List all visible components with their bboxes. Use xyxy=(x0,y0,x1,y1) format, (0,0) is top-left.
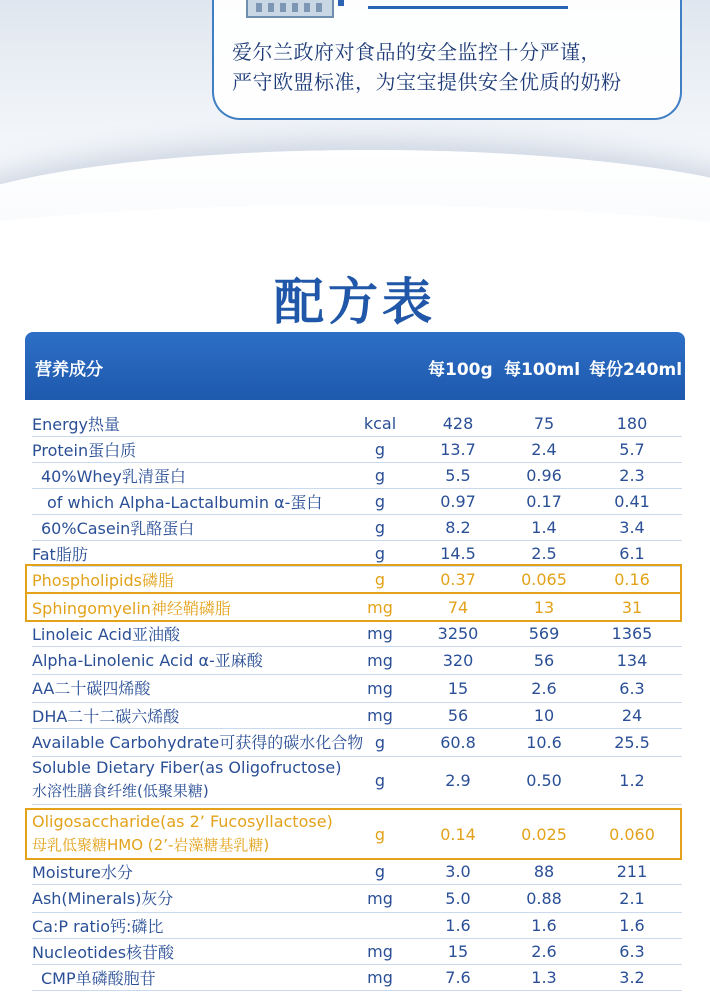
row-divider xyxy=(32,540,682,541)
value-per-100ml: 0.96 xyxy=(526,466,562,485)
highlight-frame xyxy=(25,592,682,622)
nutrient-name: CMP单磷酸胞苷 xyxy=(41,969,156,988)
value-per-240ml: 1.6 xyxy=(619,916,645,935)
value-per-240ml: 24 xyxy=(621,706,643,725)
highlight-frame xyxy=(25,564,682,594)
unit-cell: g xyxy=(374,825,386,844)
nutrient-name: DHA二十二碳六烯酸 xyxy=(32,707,180,726)
value-per-100ml: 56 xyxy=(533,651,555,670)
value-per-240ml: 6.3 xyxy=(619,942,645,961)
nutrient-name: Alpha-Linolenic Acid α-亚麻酸 xyxy=(32,651,263,670)
value-per-240ml: 0.16 xyxy=(614,570,650,589)
nutrient-name: Linoleic Acid亚油酸 xyxy=(32,625,180,644)
value-per-100g: 74 xyxy=(447,598,469,617)
header-per-100g: 每100g xyxy=(428,360,493,380)
unit-cell: mg xyxy=(367,679,393,698)
row-divider xyxy=(32,514,682,515)
nutrient-name: Available Carbohydrate可获得的碳水化合物 xyxy=(32,733,364,752)
nutrient-name: AA二十碳四烯酸 xyxy=(32,679,151,698)
unit-cell: mg xyxy=(367,651,393,670)
value-per-240ml: 3.4 xyxy=(619,518,645,537)
header-per-240ml: 每份240ml xyxy=(589,360,683,380)
header-nutrient: 营养成分 xyxy=(35,360,103,380)
value-per-240ml: 134 xyxy=(616,651,648,670)
row-divider xyxy=(32,990,682,991)
value-per-240ml: 25.5 xyxy=(614,733,650,752)
value-per-100g: 5.5 xyxy=(445,466,471,485)
row-divider xyxy=(32,912,682,913)
value-per-240ml: 2.3 xyxy=(619,466,645,485)
value-per-100g: 3250 xyxy=(437,624,479,643)
row-divider xyxy=(32,462,682,463)
page-title: 配方表 xyxy=(274,273,436,331)
unit-cell: g xyxy=(374,466,386,485)
value-per-100g: 3.0 xyxy=(445,862,471,881)
unit-cell: kcal xyxy=(363,414,397,433)
value-per-240ml: 211 xyxy=(616,862,648,881)
value-per-240ml: 6.1 xyxy=(619,544,645,563)
unit-cell: g xyxy=(374,492,386,511)
value-per-100g: 15 xyxy=(447,942,469,961)
unit-cell: mg xyxy=(367,598,393,617)
value-per-100g: 320 xyxy=(442,651,474,670)
unit-cell: mg xyxy=(367,968,393,987)
row-divider xyxy=(32,884,682,885)
value-per-240ml: 180 xyxy=(616,414,648,433)
row-divider xyxy=(32,756,682,757)
nutrient-name: Fat脂肪 xyxy=(32,545,88,564)
value-per-100ml: 1.3 xyxy=(531,968,557,987)
row-divider xyxy=(32,702,682,703)
highlight-frame xyxy=(25,808,682,860)
value-per-100ml: 1.6 xyxy=(531,916,557,935)
unit-cell: g xyxy=(374,733,386,752)
unit-cell: g xyxy=(374,440,386,459)
nutrient-name: Sphingomyelin神经鞘磷脂 xyxy=(32,599,231,618)
value-per-100ml: 0.88 xyxy=(526,889,562,908)
value-per-100g: 1.6 xyxy=(445,916,471,935)
nutrient-name: Phospholipids磷脂 xyxy=(32,571,174,590)
unit-cell: g xyxy=(374,544,386,563)
nutrient-name: of which Alpha-Lactalbumin α-蛋白 xyxy=(47,493,323,512)
value-per-100ml: 0.17 xyxy=(526,492,562,511)
nutrient-name: Ca:P ratio钙:磷比 xyxy=(32,917,164,936)
nutrient-name: Oligosaccharide(as 2’ Fucosyllactose) xyxy=(32,812,333,831)
value-per-240ml: 1365 xyxy=(611,624,653,643)
unit-cell: g xyxy=(374,518,386,537)
value-per-100g: 14.5 xyxy=(440,544,476,563)
value-per-240ml: 0.060 xyxy=(609,825,655,844)
row-divider xyxy=(32,804,682,805)
nutrient-name: Energy热量 xyxy=(32,415,121,434)
value-per-100ml: 0.50 xyxy=(526,771,562,790)
value-per-100ml: 88 xyxy=(533,862,555,881)
row-divider xyxy=(32,728,682,729)
value-per-100g: 60.8 xyxy=(440,733,476,752)
value-per-100ml: 2.6 xyxy=(531,679,557,698)
intro-line-1: 爱尔兰政府对食品的安全监控十分严谨， xyxy=(232,40,601,64)
value-per-100g: 2.9 xyxy=(445,771,471,790)
value-per-240ml: 2.1 xyxy=(619,889,645,908)
nutrient-name: Protein蛋白质 xyxy=(32,441,137,460)
table-header xyxy=(25,332,685,400)
intro-line-2: 严守欧盟标准，为宝宝提供安全优质的奶粉 xyxy=(232,70,622,94)
unit-cell: g xyxy=(374,570,386,589)
value-per-100g: 5.0 xyxy=(445,889,471,908)
row-divider xyxy=(32,646,682,647)
value-per-100g: 15 xyxy=(447,679,469,698)
nutrient-name: Ash(Minerals)灰分 xyxy=(32,889,174,908)
unit-cell: mg xyxy=(367,889,393,908)
value-per-100ml: 0.065 xyxy=(521,570,567,589)
row-divider xyxy=(32,488,682,489)
unit-cell: mg xyxy=(367,942,393,961)
value-per-100g: 0.14 xyxy=(440,825,476,844)
nutrient-name: 60%Casein乳酪蛋白 xyxy=(41,519,195,538)
value-per-100ml: 10 xyxy=(533,706,555,725)
nutrient-name-cn: 水溶性膳食纤维(低聚果糖) xyxy=(32,782,209,800)
value-per-240ml: 5.7 xyxy=(619,440,645,459)
value-per-100ml: 2.6 xyxy=(531,942,557,961)
row-divider xyxy=(32,674,682,675)
value-per-100ml: 10.6 xyxy=(526,733,562,752)
value-per-240ml: 6.3 xyxy=(619,679,645,698)
value-per-100g: 8.2 xyxy=(445,518,471,537)
value-per-240ml: 1.2 xyxy=(619,771,645,790)
value-per-100g: 0.97 xyxy=(440,492,476,511)
nutrient-name: Soluble Dietary Fiber(as Oligofructose) xyxy=(32,758,342,777)
value-per-100ml: 13 xyxy=(533,598,555,617)
government-building-icon xyxy=(246,0,334,18)
cropped-heading-decoration xyxy=(368,0,568,9)
nutrient-name: 40%Whey乳清蛋白 xyxy=(41,467,186,486)
unit-cell: g xyxy=(374,862,386,881)
unit-cell: mg xyxy=(367,706,393,725)
value-per-100g: 428 xyxy=(442,414,474,433)
value-per-100g: 56 xyxy=(447,706,469,725)
value-per-100g: 0.37 xyxy=(440,570,476,589)
unit-cell: g xyxy=(374,771,386,790)
unit-cell: mg xyxy=(367,624,393,643)
value-per-100g: 13.7 xyxy=(440,440,476,459)
value-per-100ml: 75 xyxy=(533,414,555,433)
value-per-100ml: 2.4 xyxy=(531,440,557,459)
value-per-100ml: 2.5 xyxy=(531,544,557,563)
row-divider xyxy=(32,938,682,939)
value-per-100ml: 569 xyxy=(528,624,560,643)
nutrient-name-cn: 母乳低聚糖HMO (2’-岩藻糖基乳糖) xyxy=(32,836,270,854)
header-per-100ml: 每100ml xyxy=(504,360,581,380)
value-per-100ml: 0.025 xyxy=(521,825,567,844)
nutrient-name: Moisture水分 xyxy=(32,863,133,882)
value-per-100g: 7.6 xyxy=(445,968,471,987)
value-per-240ml: 3.2 xyxy=(619,968,645,987)
row-divider xyxy=(32,964,682,965)
value-per-100ml: 1.4 xyxy=(531,518,557,537)
nutrient-name: Nucleotides核苷酸 xyxy=(32,943,175,962)
row-divider xyxy=(32,436,682,437)
value-per-240ml: 0.41 xyxy=(614,492,650,511)
value-per-240ml: 31 xyxy=(621,598,643,617)
bullet-icon xyxy=(338,0,344,6)
